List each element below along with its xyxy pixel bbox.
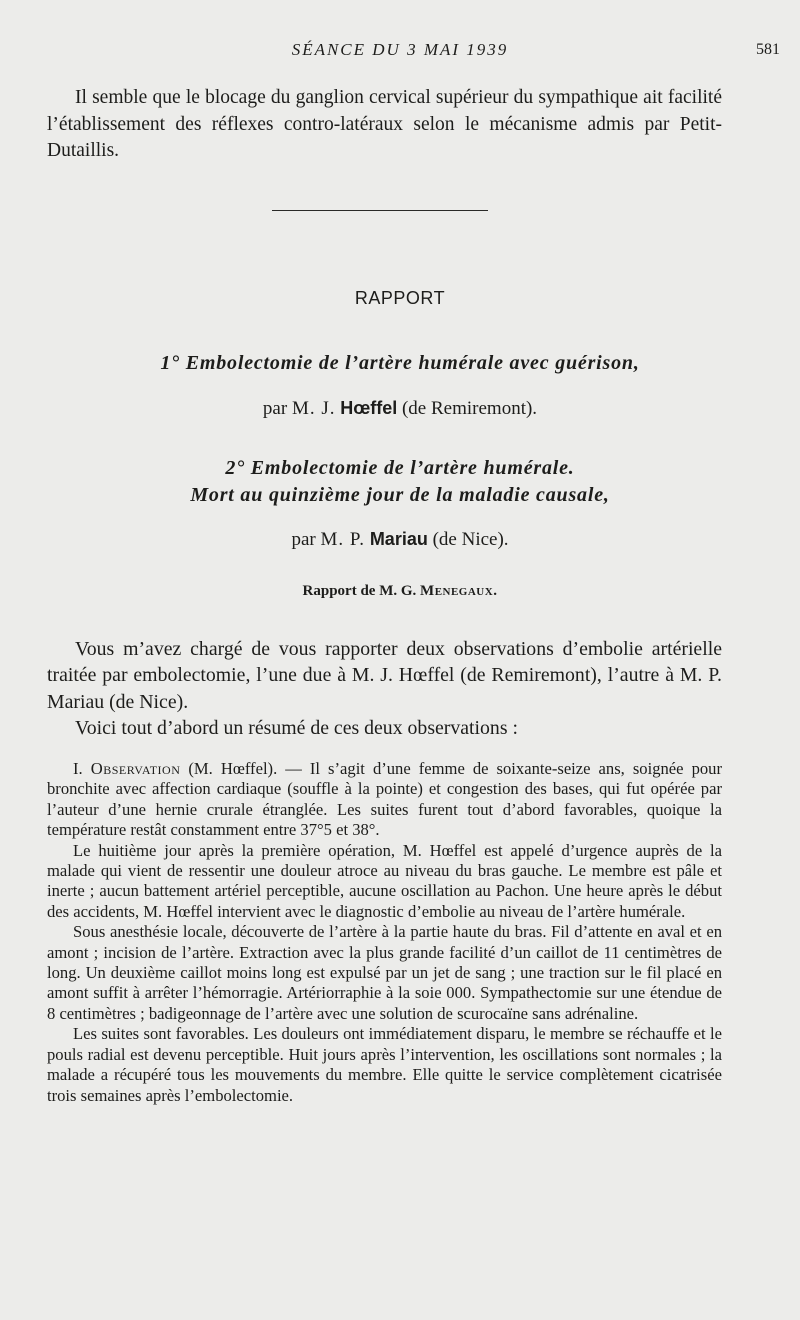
author-name: Mariau [369,529,428,549]
report-title-2-line-2: Mort au quinzième jour de la maladie causale, [190,484,610,506]
report-title-2 [0,455,800,509]
report-by-prefix: Rapport de M. G. [302,583,417,599]
observation-text: (M. Hœffel). — Il s’agit d’une femme de soixante-seize ans, soignée pour bronchite avec affection cardiaque (souffle à la pointe) et congestion des bases, qui fut opérée par l’auteur d’une hernie crurale étranglée. Les suites furent tout d’abord favorables, quoique la température restât constamment entre 37°5 et 38°. [47,759,722,840]
section-heading: RAPPORT [354,288,446,308]
intro-section [47,636,722,741]
report-by-line [0,583,800,600]
author-name: Hœffel [340,398,398,418]
observation-paragraph: Sous anesthésie locale, découverte de l’artère à la partie haute du bras. Fil d’attente en aval et en amont ; incision de l’artère. Extraction avec la plus grande facilité d’un caillot de 11 centimètres de long. Un deuxième caillot moins long est expulsé par un jet de sang ; une traction sur le fil placé en amont suffit à arrêter l’hémorragie. Artériorraphie à la soie 000. Sympathectomie sur une étendue de 8 centimètres ; badigeonnage de l’artère avec une solution de scurocaïne sans adrénaline. [47,922,722,1023]
observation-paragraph: Le huitième jour après la première opération, M. Hœffel est appelé d’urgence auprès de la malade qui vient de ressentir une douleur atroce au niveau du bras gauche. Le membre est pâle et inerte ; aucun battement artériel perceptible, aucune oscillation au Pachon. Une heure après le début des accidents, M. Hœffel intervient avec le diagnostic d’embolie au niveau de l’artère humérale. [47,840,722,921]
author-place: (de Nice). [432,529,509,550]
running-title: SÉANCE DU 3 MAI 1939 [291,40,509,59]
observation-number: I. [73,759,83,778]
author-place: (de Remiremont). [401,398,538,419]
report-by-name: Menegaux. [420,583,498,599]
observation-label: Observation [90,759,181,778]
page-number: 581 [756,41,780,58]
opening-paragraph: Il semble que le blocage du ganglion cervical supérieur du sympathique ait facilité l’établissement des réflexes contro-latéraux selon le mécanisme admis par Petit-Dutaillis. [47,87,722,161]
author-prefix: M. J. [291,398,336,419]
author-prefix: M. P. [320,529,366,550]
report-author-2 [0,529,800,551]
report-title-2-line-1: 2° Embolectomie de l’artère humérale. [225,457,575,479]
observation-paragraph [47,759,722,841]
observation-paragraph: Les suites sont favorables. Les douleurs ont immédiatement disparu, le membre se réchauffe et le pouls radial est devenu perceptible. Huit jours après l’intervention, les oscillations sont normales ; la malade a récupéré tous les mouvements du membre. Elle quitte le service complètement cicatrisée trois semaines après l’embolectomie. [47,1024,722,1105]
observation-section [47,759,722,1106]
report-title-1: 1° Embolectomie de l’artère humérale avec guérison, [160,352,640,374]
report-author-1 [0,398,800,420]
author-by: par [291,529,316,550]
intro-paragraph: Vous m’avez chargé de vous rapporter deux observations d’embolie artérielle traitée par embolectomie, l’une due à M. J. Hœffel (de Remiremont), l’autre à M. P. Mariau (de Nice). [47,638,722,713]
intro-paragraph: Voici tout d’abord un résumé de ces deux observations : [75,716,518,739]
author-by: par [262,398,288,419]
running-head [0,40,800,64]
section-divider [272,210,488,211]
